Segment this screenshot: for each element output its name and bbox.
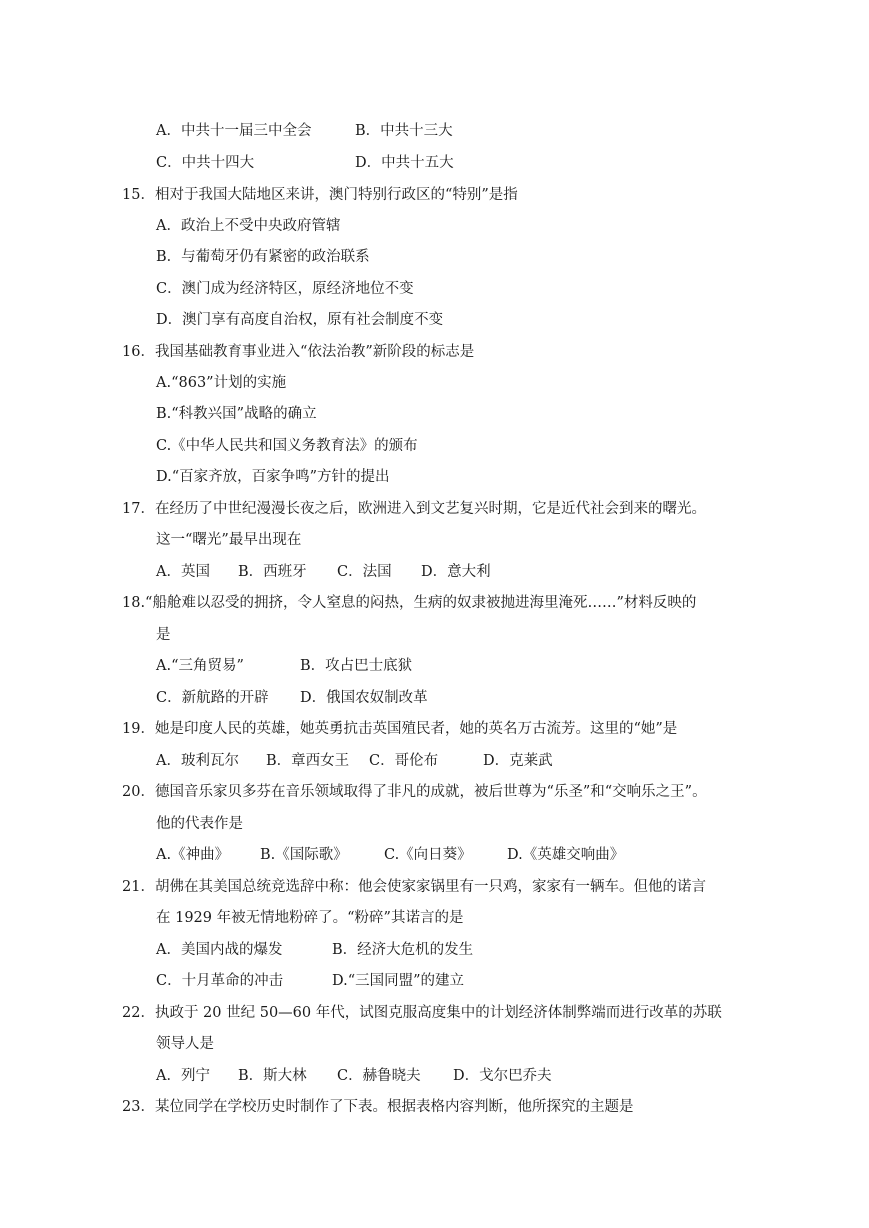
q20-stem-line1: 20．德国音乐家贝多芬在音乐领域取得了非凡的成就，被后世尊为“乐圣”和“交响乐之王”。 — [122, 784, 707, 800]
q15-option-a: A．政治上不受中央政府管辖 — [156, 218, 341, 234]
q18-option-a: A.“三角贸易” — [156, 658, 244, 674]
q20-option-c: C.《向日葵》 — [384, 847, 472, 863]
q20-option-b: B.《国际歌》 — [260, 847, 348, 863]
q15-stem: 15．相对于我国大陆地区来讲，澳门特别行政区的“特别”是指 — [122, 187, 518, 203]
q18-stem-line1: 18.“船舱难以忍受的拥挤，令人窒息的闷热，生病的奴隶被抛进海里淹死……”材料反映的 — [122, 595, 697, 611]
q17-option-b: B．西班牙 — [238, 564, 307, 580]
q16-option-b: B.“科教兴国”战略的确立 — [156, 406, 317, 422]
q19-option-d: D．克莱武 — [483, 753, 553, 769]
q19-stem: 19．她是印度人民的英雄，她英勇抗击英国殖民者，她的英名万古流芳。这里的“她”是 — [122, 721, 678, 737]
q14-option-b: B．中共十三大 — [355, 123, 453, 139]
q22-option-c: C．赫鲁晓夫 — [337, 1068, 421, 1084]
q16-option-a: A.“863”计划的实施 — [156, 375, 287, 391]
q16-stem: 16．我国基础教育事业进入“依法治教”新阶段的标志是 — [122, 344, 475, 360]
q21-option-b: B．经济大危机的发生 — [332, 942, 474, 958]
q15-option-b: B．与葡萄牙仍有紧密的政治联系 — [156, 249, 370, 265]
q14-option-c: C．中共十四大 — [156, 155, 255, 171]
q15-option-c: C．澳门成为经济特区，原经济地位不变 — [156, 281, 414, 297]
q16-option-d: D.“百家齐放，百家争鸣”方针的提出 — [156, 469, 390, 485]
q19-option-a: A．玻利瓦尔 — [156, 753, 239, 769]
q18-stem-line2: 是 — [156, 627, 171, 643]
q21-option-c: C．十月革命的冲击 — [156, 973, 284, 989]
q19-option-b: B．章西女王 — [266, 753, 350, 769]
q21-option-d: D.“三国同盟”的建立 — [332, 973, 465, 989]
q20-stem-line2: 他的代表作是 — [156, 816, 243, 832]
q21-stem-line2: 在 1929 年被无情地粉碎了。“粉碎”其诺言的是 — [156, 910, 464, 926]
q21-stem-line1: 21．胡佛在其美国总统竞选辞中称：他会使家家锅里有一只鸡，家家有一辆车。但他的诺言 — [122, 879, 706, 895]
q14-option-a: A．中共十一届三中全会 — [156, 123, 312, 139]
q17-option-a: A．英国 — [156, 564, 210, 580]
q16-option-c: C.《中华人民共和国义务教育法》的颁布 — [156, 438, 418, 454]
q18-option-d: D．俄国农奴制改革 — [300, 690, 428, 706]
q17-stem-line1: 17．在经历了中世纪漫漫长夜之后，欧洲进入到文艺复兴时期，它是近代社会到来的曙光。 — [122, 501, 706, 517]
q17-option-d: D．意大利 — [421, 564, 491, 580]
q18-option-c: C．新航路的开辟 — [156, 690, 269, 706]
q22-stem-line1: 22．执政于 20 世纪 50—60 年代，试图克服高度集中的计划经济体制弊端而进行改革的苏联 — [122, 1005, 722, 1021]
q17-stem-line2: 这一“曙光”最早出现在 — [156, 532, 302, 548]
q22-option-a: A．列宁 — [156, 1068, 210, 1084]
q14-option-d: D．中共十五大 — [355, 155, 454, 171]
q21-option-a: A．美国内战的爆发 — [156, 942, 283, 958]
q22-option-d: D．戈尔巴乔夫 — [453, 1068, 552, 1084]
q22-stem-line2: 领导人是 — [156, 1036, 214, 1052]
q18-option-b: B．攻占巴士底狱 — [300, 658, 413, 674]
q20-option-a: A.《神曲》 — [156, 847, 230, 863]
q15-option-d: D．澳门享有高度自治权，原有社会制度不变 — [156, 312, 444, 328]
q20-option-d: D.《英雄交响曲》 — [507, 847, 625, 863]
q22-option-b: B．斯大林 — [238, 1068, 307, 1084]
q19-option-c: C．哥伦布 — [369, 753, 439, 769]
q17-option-c: C．法国 — [337, 564, 392, 580]
q23-stem: 23．某位同学在学校历史时制作了下表。根据表格内容判断，他所探究的主题是 — [122, 1099, 634, 1115]
